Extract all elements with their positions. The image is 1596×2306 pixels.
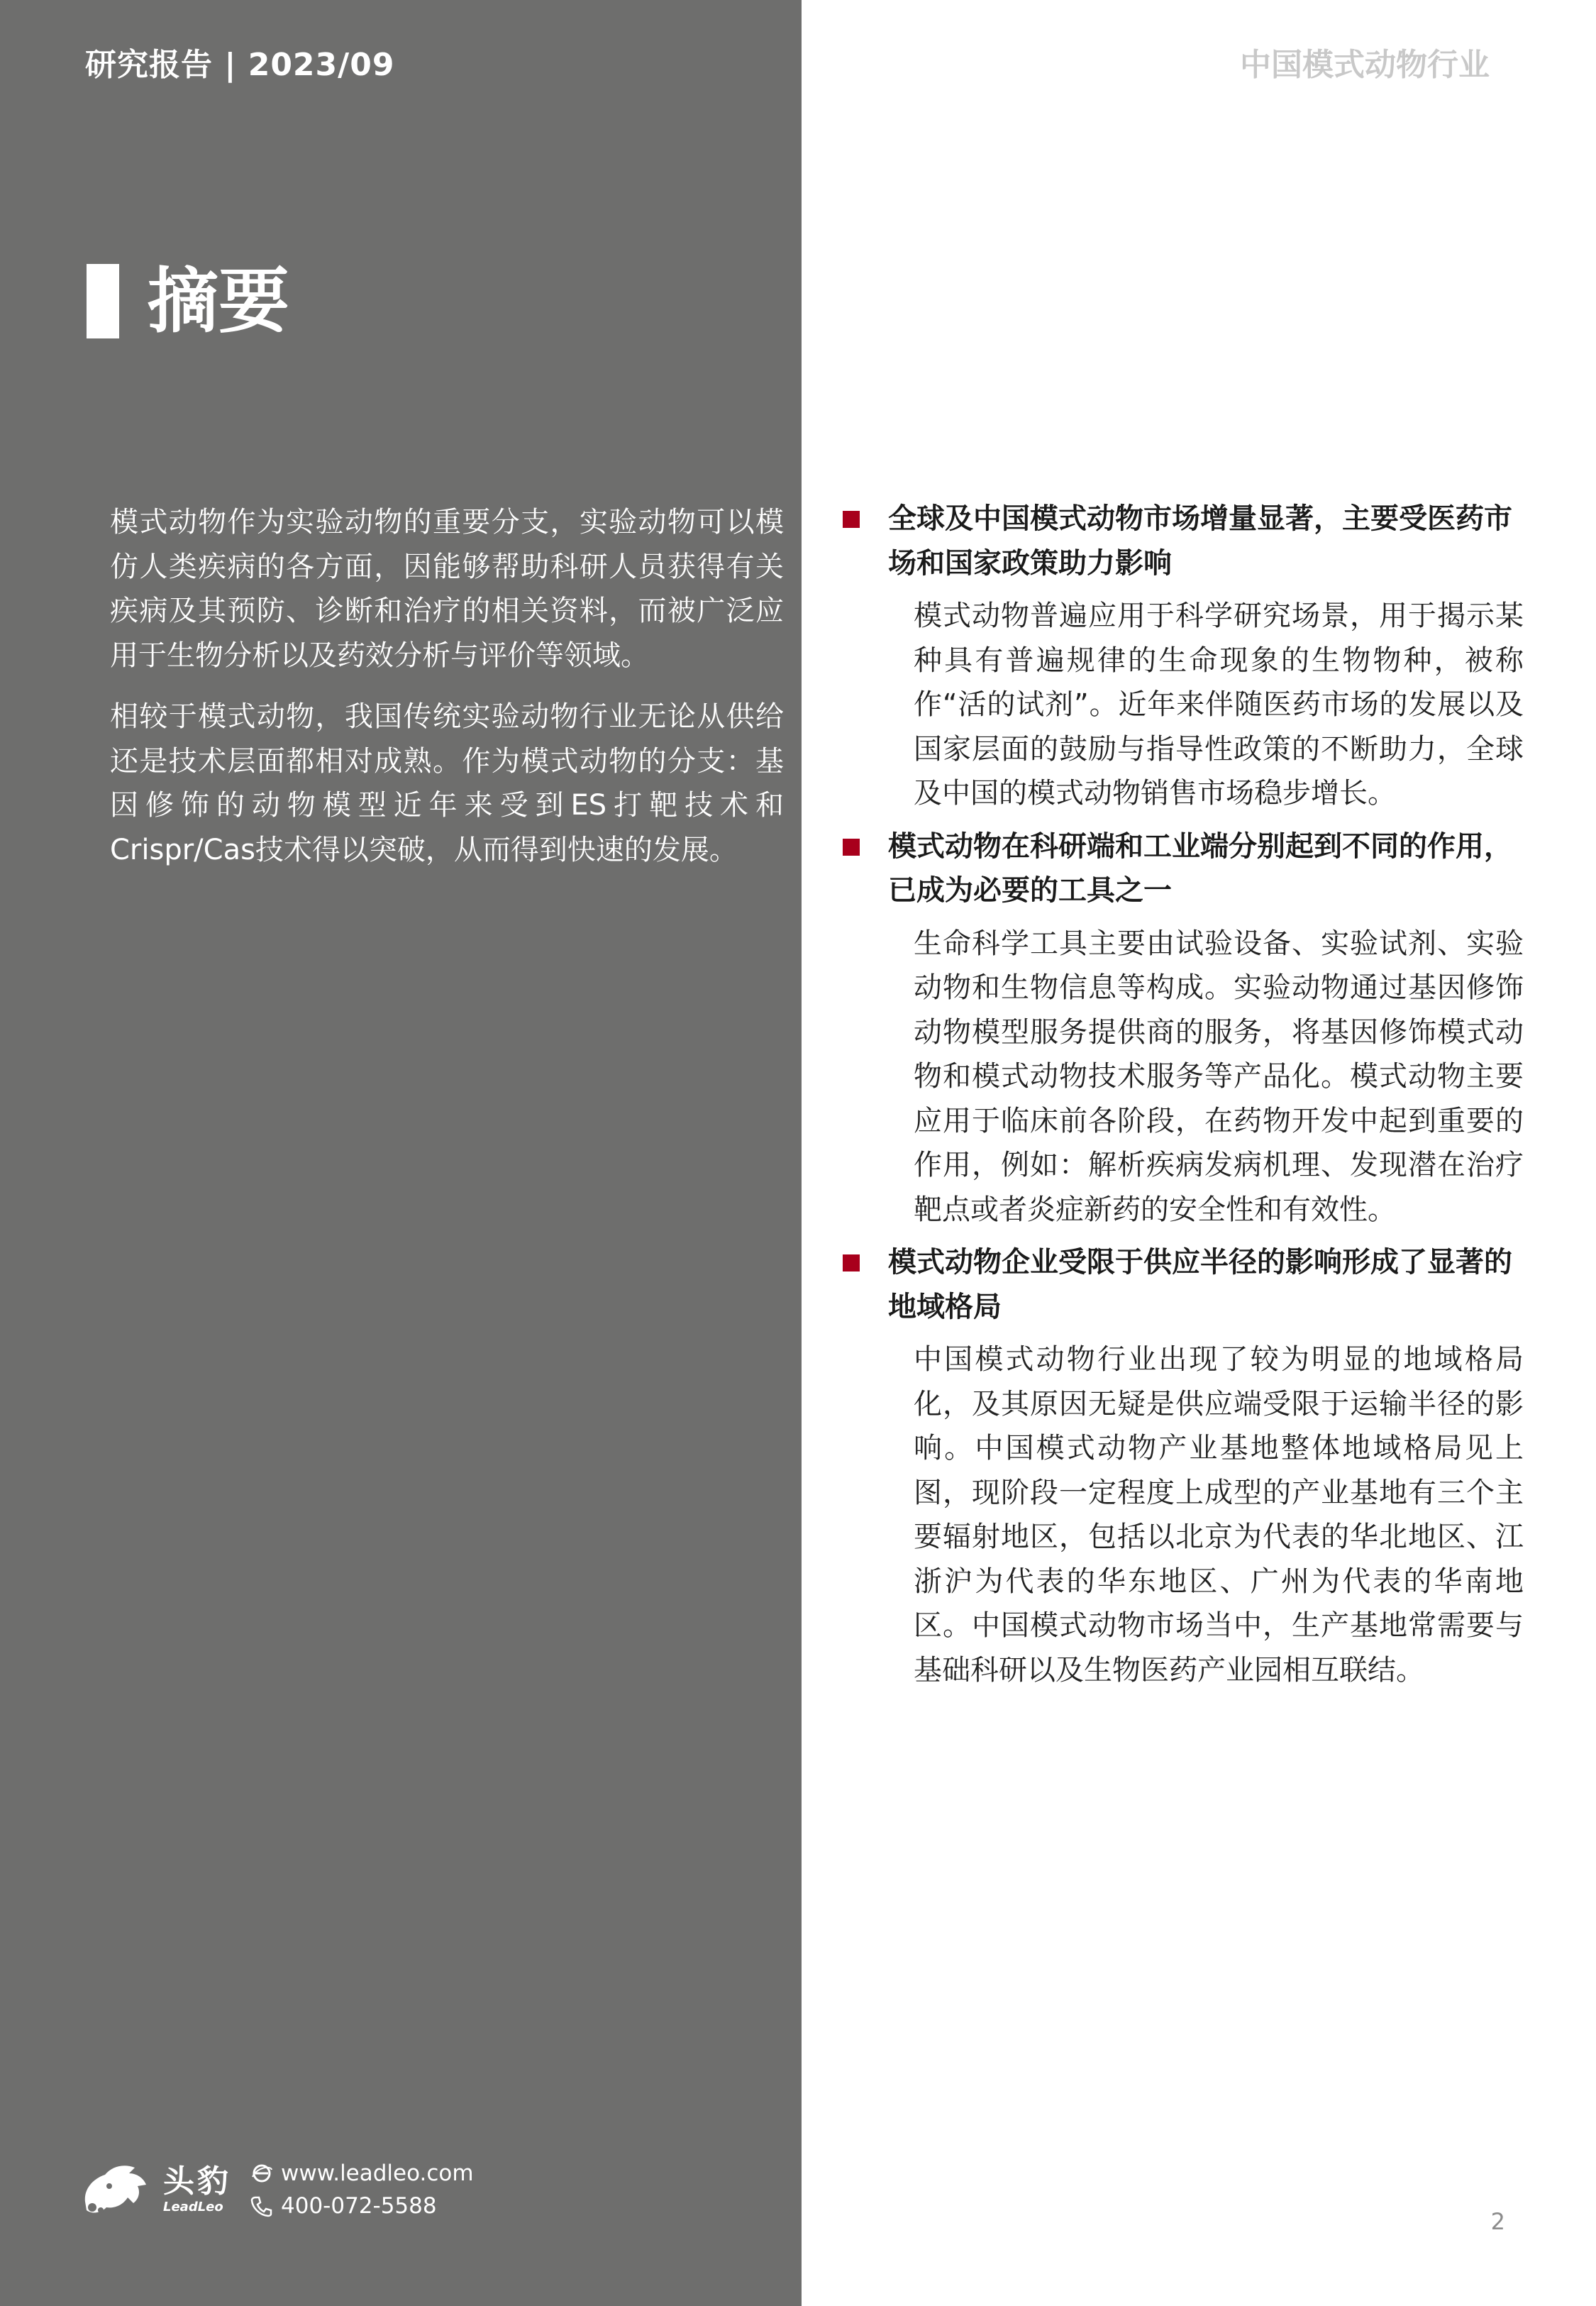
title-block [87, 260, 289, 343]
finding-heading [843, 824, 1524, 913]
finding-body: 模式动物普遍应用于科学研究场景，用于揭示某种具有普遍规律的生命现象的生物物种，被称作“活的试剂”。近年来伴随医药市场的发展以及国家层面的鼓励与指导性政策的不断助力，全球及中国的模式动物销售市场稳步增长。 [914, 600, 1524, 810]
website-link[interactable]: www.leadleo.com [281, 2161, 474, 2186]
title-bar [87, 264, 119, 338]
intro-text [110, 500, 784, 889]
website-row[interactable] [250, 2157, 474, 2190]
finding-heading [843, 497, 1524, 585]
leopard-logo-icon [79, 2158, 150, 2222]
bullet-square-icon [843, 839, 860, 856]
bullet-square-icon [843, 1254, 860, 1271]
contact-info [250, 2157, 474, 2222]
finding-section [843, 824, 1524, 1232]
intro-paragraph: 相较于模式动物，我国传统实验动物行业无论从供给还是技术层面都相对成熟。作为模式动物的分支：基因修饰的动物模型近年来受到ES打靶技术和Crispr/Cas技术得以突破，从而得到快速的发展。 [110, 700, 784, 866]
finding-title: 模式动物在科研端和工业端分别起到不同的作用，已成为必要的工具之一 [888, 829, 1512, 907]
footer [79, 2157, 474, 2222]
findings-column [843, 497, 1524, 1701]
page-number: 2 [1490, 2208, 1505, 2235]
finding-section [843, 1240, 1524, 1692]
finding-title: 模式动物企业受限于供应半径的影响形成了显著的地域格局 [888, 1246, 1512, 1323]
browser-e-icon [250, 2161, 274, 2185]
brand-name [163, 2164, 231, 2215]
phone-row [250, 2190, 474, 2222]
intro-paragraph: 模式动物作为实验动物的重要分支，实验动物可以模仿人类疾病的各方面，因能够帮助科研人员获得有关疾病及其预防、诊断和治疗的相关资料，而被广泛应用于生物分析以及药效分析与评价等领域。 [110, 506, 784, 672]
finding-section [843, 497, 1524, 816]
page-title: 摘要 [148, 260, 289, 343]
industry-title: 中国模式动物行业 [1240, 47, 1490, 83]
brand-name-cn: 头豹 [163, 2163, 231, 2200]
bullet-square-icon [843, 511, 860, 528]
finding-heading [843, 1240, 1524, 1329]
finding-body: 生命科学工具主要由试验设备、实验试剂、实验动物和生物信息等构成。实验动物通过基因修饰动物模型服务提供商的服务，将基因修饰模式动物和模式动物技术服务等产品化。模式动物主要应用于临床前各阶段，在药物开发中起到重要的作用，例如：解析疾病发病机理、发现潜在治疗靶点或者炎症新药的安全性和有效性。 [914, 927, 1524, 1226]
phone-number: 400-072-5588 [281, 2193, 437, 2219]
finding-body: 中国模式动物行业出现了较为明显的地域格局化，及其原因无疑是供应端受限于运输半径的影响。中国模式动物产业基地整体地域格局见上图，现阶段一定程度上成型的产业基地有三个主要辐射地区，包括以北京为代表的华北地区、江浙沪为代表的华东地区、广州为代表的华南地区。中国模式动物市场当中，生产基地常需要与基础科研以及生物医药产业园相互联结。 [914, 1343, 1524, 1687]
report-tag: 研究报告 | 2023/09 [85, 47, 395, 83]
finding-title: 全球及中国模式动物市场增量显著，主要受医药市场和国家政策助力影响 [888, 502, 1512, 580]
brand-name-en: LeadLeo [163, 2200, 223, 2214]
phone-icon [250, 2194, 274, 2218]
